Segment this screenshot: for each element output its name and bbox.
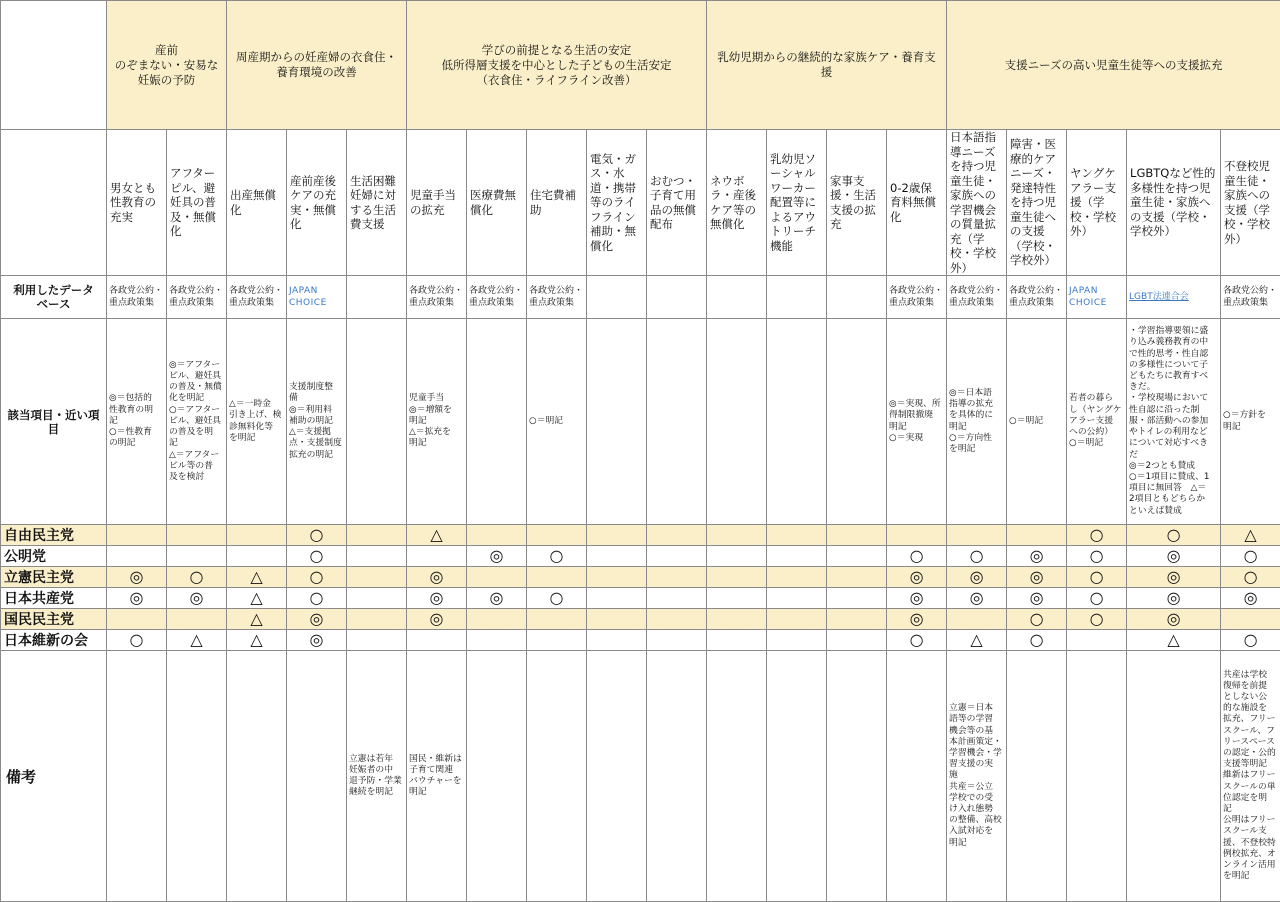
party-mark-cell: ○ (947, 546, 1007, 567)
party-mark-cell (347, 630, 407, 651)
party-row (1, 546, 1280, 567)
database-cell (827, 276, 887, 319)
party-name: 立憲民主党 (1, 567, 107, 588)
party-mark-cell: ◎ (887, 588, 947, 609)
party-mark-cell (347, 609, 407, 630)
party-mark-cell (827, 609, 887, 630)
party-mark-cell (167, 525, 227, 546)
party-mark-cell: ○ (287, 525, 347, 546)
database-cell: 各政党公約・ 重点政策集 (467, 276, 527, 319)
database-cell (767, 276, 827, 319)
category-row (1, 1, 1280, 130)
database-cell: 各政党公約・ 重点政策集 (107, 276, 167, 319)
party-mark-cell (227, 546, 287, 567)
party-mark-cell (527, 567, 587, 588)
party-mark-cell: ○ (1067, 525, 1127, 546)
database-cell (587, 276, 647, 319)
party-mark-cell (527, 630, 587, 651)
party-mark-cell: ○ (1221, 630, 1280, 651)
party-mark-cell (347, 567, 407, 588)
party-mark-cell (1221, 609, 1280, 630)
party-mark-cell (707, 588, 767, 609)
remark-cell (467, 651, 527, 902)
party-row (1, 525, 1280, 546)
remark-cell: 共産は学校 復帰を前提 としない公 的な施設を 拡充、フリー スクール、フ リースペース の認定・公的 支援等明記 維新はフリー スクールの単 位認定を明 記 公明はフリー スクール支 援、不登校特 例校拡充、オ ンライン活用 を明記 (1221, 651, 1280, 902)
database-cell (707, 276, 767, 319)
remarks-row-label: 備考 (1, 651, 107, 902)
party-mark-cell: ◎ (947, 588, 1007, 609)
party-mark-cell (467, 609, 527, 630)
party-mark-cell: ◎ (1127, 546, 1221, 567)
party-mark-cell (587, 588, 647, 609)
party-mark-cell (107, 609, 167, 630)
criteria-cell: 若者の暮ら し（ヤングケ アラー支援 への公約） ○＝明記 (1067, 319, 1127, 525)
category-high-needs-support: 支援ニーズの高い児童生徒等への支援拡充 (947, 1, 1280, 130)
party-mark-cell (947, 609, 1007, 630)
criteria-cell: △＝一時金 引き上げ、検 診無料化等 を明記 (227, 319, 287, 525)
subcategory-cell: 出産無償化 (227, 130, 287, 276)
party-mark-cell (347, 546, 407, 567)
party-mark-cell: ○ (167, 567, 227, 588)
party-mark-cell (407, 630, 467, 651)
party-mark-cell (107, 525, 167, 546)
database-cell: 各政党公約・ 重点政策集 (1007, 276, 1067, 319)
remarks-row (1, 651, 1280, 902)
subcategory-cell: ヤングケアラー支援（学校・学校外） (1067, 130, 1127, 276)
subcategory-cell: ネウボラ・産後ケア等の無償化 (707, 130, 767, 276)
database-cell: JAPAN CHOICE (287, 276, 347, 319)
party-mark-cell (767, 525, 827, 546)
criteria-cell (767, 319, 827, 525)
party-mark-cell: ○ (527, 588, 587, 609)
party-mark-cell (587, 609, 647, 630)
party-mark-cell: ◎ (287, 630, 347, 651)
database-cell: 各政党公約・ 重点政策集 (167, 276, 227, 319)
party-mark-cell: △ (227, 630, 287, 651)
subcategory-cell: 乳幼児ソーシャルワーカー配置等によるアウトリーチ機能 (767, 130, 827, 276)
party-mark-cell (527, 525, 587, 546)
party-mark-cell: ○ (1127, 525, 1221, 546)
party-mark-cell: △ (167, 630, 227, 651)
party-mark-cell: △ (227, 609, 287, 630)
party-mark-cell: ◎ (1007, 567, 1067, 588)
database-cell: 各政党公約・ 重点政策集 (227, 276, 287, 319)
party-mark-cell: ◎ (107, 567, 167, 588)
party-mark-cell: ○ (287, 567, 347, 588)
party-mark-cell: ◎ (467, 588, 527, 609)
criteria-cell (587, 319, 647, 525)
criteria-cell: ○＝明記 (1007, 319, 1067, 525)
criteria-cell: ◎＝日本語 指導の拡充 を具体的に 明記 ○＝方向性 を明記 (947, 319, 1007, 525)
subcategory-corner-cell (1, 130, 107, 276)
party-mark-cell (587, 567, 647, 588)
party-mark-cell (587, 525, 647, 546)
database-cell: 各政党公約・ 重点政策集 (407, 276, 467, 319)
party-mark-cell: ◎ (167, 588, 227, 609)
party-mark-cell (227, 525, 287, 546)
party-mark-cell (707, 609, 767, 630)
remark-cell (107, 651, 167, 902)
party-mark-cell: ◎ (407, 588, 467, 609)
party-mark-cell (827, 525, 887, 546)
criteria-cell (707, 319, 767, 525)
party-mark-cell (1067, 630, 1127, 651)
party-mark-cell: △ (1127, 630, 1221, 651)
criteria-cell: ◎＝アフター ピル、避妊具 の普及・無償 化を明記 ○＝アフター ピル、避妊具 の普及を明 記 △＝アフター ピル等の普 及を検討 (167, 319, 227, 525)
party-mark-cell: ○ (1067, 609, 1127, 630)
party-mark-cell: ○ (1221, 546, 1280, 567)
party-mark-cell (167, 546, 227, 567)
party-mark-cell: △ (407, 525, 467, 546)
party-mark-cell (947, 525, 1007, 546)
remark-cell: 立憲＝日本 語等の学習 機会等の基 本計画策定・ 学習機会・学 習支援の実 施 共産＝公立 学校での受 け入れ態勢 の整備、高校 入試対応を 明記 (947, 651, 1007, 902)
party-mark-cell (647, 609, 707, 630)
party-mark-cell: ○ (1221, 567, 1280, 588)
remark-cell: 立憲は若年 妊娠者の中 退予防・学業 継続を明記 (347, 651, 407, 902)
party-mark-cell: ○ (1007, 630, 1067, 651)
criteria-cell (647, 319, 707, 525)
category-living-stability: 学びの前提となる生活の安定 低所得層支援を中心とした子どもの生活安定 （衣食住・ライフライン改善） (407, 1, 707, 130)
party-mark-cell: △ (227, 567, 287, 588)
remark-cell (1067, 651, 1127, 902)
remark-cell (227, 651, 287, 902)
party-mark-cell: △ (947, 630, 1007, 651)
database-cell: JAPAN CHOICE (1067, 276, 1127, 319)
category-perinatal: 周産期からの妊産婦の衣食住・ 養育環境の改善 (227, 1, 407, 130)
database-cell: 各政党公約・ 重点政策集 (947, 276, 1007, 319)
party-mark-cell: ○ (1007, 609, 1067, 630)
remark-cell (167, 651, 227, 902)
party-name: 日本共産党 (1, 588, 107, 609)
remark-cell (647, 651, 707, 902)
database-cell: 各政党公約・ 重点政策集 (1221, 276, 1280, 319)
party-mark-cell (647, 567, 707, 588)
party-mark-cell: ○ (1067, 588, 1127, 609)
party-mark-cell (827, 546, 887, 567)
subcategory-cell: 医療費無償化 (467, 130, 527, 276)
party-mark-cell: ◎ (467, 546, 527, 567)
subcategory-cell: 日本語指導ニーズを持つ児童生徒・家族への学習機会の質量拡充（学校・学校外） (947, 130, 1007, 276)
party-name: 国民民主党 (1, 609, 107, 630)
party-mark-cell (347, 525, 407, 546)
subcategory-cell: 産前産後ケアの充実・無償化 (287, 130, 347, 276)
remark-cell (1127, 651, 1221, 902)
remark-cell (587, 651, 647, 902)
remark-cell (827, 651, 887, 902)
database-row (1, 276, 1280, 319)
party-mark-cell: ◎ (1127, 588, 1221, 609)
party-mark-cell (827, 630, 887, 651)
party-mark-cell: ○ (887, 546, 947, 567)
party-mark-cell (767, 630, 827, 651)
database-cell: 各政党公約・ 重点政策集 (527, 276, 587, 319)
party-mark-cell: ◎ (887, 567, 947, 588)
criteria-cell (347, 319, 407, 525)
items-row-label: 該当項目・近い項 目 (1, 319, 107, 525)
criteria-cell: ○＝方針を 明記 (1221, 319, 1280, 525)
subcategory-cell: 家事支援・生活支援の拡充 (827, 130, 887, 276)
database-row-label: 利用したデータ ベース (1, 276, 107, 319)
party-mark-cell: ○ (527, 546, 587, 567)
party-mark-cell (647, 588, 707, 609)
remark-cell (887, 651, 947, 902)
criteria-cell: ◎＝包括的 性教育の明 記 ○＝性教育 の明記 (107, 319, 167, 525)
party-mark-cell: ◎ (1007, 588, 1067, 609)
party-mark-cell (107, 546, 167, 567)
party-mark-cell (527, 609, 587, 630)
party-mark-cell (1007, 525, 1067, 546)
party-mark-cell (707, 630, 767, 651)
remark-cell (287, 651, 347, 902)
party-row (1, 609, 1280, 630)
party-mark-cell (647, 525, 707, 546)
party-mark-cell (767, 567, 827, 588)
party-mark-cell: △ (227, 588, 287, 609)
party-mark-cell (767, 609, 827, 630)
database-cell (347, 276, 407, 319)
subcategory-cell: 障害・医療的ケアニーズ・発達特性を持つ児童生徒への支援（学校・学校外） (1007, 130, 1067, 276)
remark-cell (1007, 651, 1067, 902)
party-mark-cell (767, 546, 827, 567)
party-mark-cell (467, 567, 527, 588)
party-mark-cell: ○ (107, 630, 167, 651)
party-mark-cell (647, 546, 707, 567)
subcategory-cell: 0-2歳保育料無償化 (887, 130, 947, 276)
party-mark-cell: ◎ (947, 567, 1007, 588)
items-row (1, 319, 1280, 525)
subcategory-cell: LGBTQなど性的多様性を持つ児童生徒・家族への支援（学校・学校外） (1127, 130, 1221, 276)
category-prenatal: 産前 のぞまない・安易な 妊娠の予防 (107, 1, 227, 130)
party-mark-cell: ○ (1067, 567, 1127, 588)
corner-cell (1, 1, 107, 130)
criteria-cell: 支援制度整 備 ◎＝利用料 補助の明記 △＝支援拠 点・支援制度 拡充の明記 (287, 319, 347, 525)
party-mark-cell (707, 567, 767, 588)
party-name: 日本維新の会 (1, 630, 107, 651)
party-mark-cell: ◎ (887, 609, 947, 630)
party-mark-cell (647, 630, 707, 651)
party-mark-cell: ○ (887, 630, 947, 651)
party-mark-cell: ○ (287, 588, 347, 609)
party-mark-cell: ◎ (407, 609, 467, 630)
party-mark-cell (407, 546, 467, 567)
subcategory-cell: 電気・ガス・水道・携帯等のライフライン補助・無償化 (587, 130, 647, 276)
subcategory-cell: おむつ・子育て用品の無償配布 (647, 130, 707, 276)
criteria-cell: ◎＝実現、所 得制限撤廃 明記 ○＝実現 (887, 319, 947, 525)
subcategory-cell: 生活困難妊婦に対する生活費支援 (347, 130, 407, 276)
party-mark-cell (707, 546, 767, 567)
party-mark-cell (467, 525, 527, 546)
party-mark-cell: ◎ (1221, 588, 1280, 609)
remark-cell (707, 651, 767, 902)
party-mark-cell (887, 525, 947, 546)
party-mark-cell (827, 567, 887, 588)
party-mark-cell (827, 588, 887, 609)
party-mark-cell: △ (1221, 525, 1280, 546)
criteria-cell (467, 319, 527, 525)
party-mark-cell: ○ (287, 546, 347, 567)
database-cell: LGBT法連合会 (1127, 276, 1221, 319)
party-row (1, 588, 1280, 609)
database-cell (647, 276, 707, 319)
remark-cell (767, 651, 827, 902)
party-mark-cell (467, 630, 527, 651)
subcategory-row (1, 130, 1280, 276)
database-cell: 各政党公約・ 重点政策集 (887, 276, 947, 319)
party-row (1, 630, 1280, 651)
party-mark-cell (767, 588, 827, 609)
party-mark-cell: ○ (1067, 546, 1127, 567)
party-mark-cell: ◎ (1127, 567, 1221, 588)
party-mark-cell: ◎ (287, 609, 347, 630)
subcategory-cell: 児童手当の拡充 (407, 130, 467, 276)
party-mark-cell: ◎ (107, 588, 167, 609)
subcategory-cell: 住宅費補助 (527, 130, 587, 276)
remark-cell: 国民・維新は 子育て関連 バウチャーを 明記 (407, 651, 467, 902)
party-name: 自由民主党 (1, 525, 107, 546)
party-mark-cell (587, 546, 647, 567)
remark-cell (527, 651, 587, 902)
subcategory-cell: 不登校児童生徒・家族への支援（学校・学校外） (1221, 130, 1280, 276)
criteria-cell: 児童手当 ◎＝増額を 明記 △＝拡充を 明記 (407, 319, 467, 525)
party-mark-cell (587, 630, 647, 651)
party-mark-cell: ◎ (1127, 609, 1221, 630)
party-row (1, 567, 1280, 588)
party-mark-cell (707, 525, 767, 546)
party-name: 公明党 (1, 546, 107, 567)
criteria-cell: ・学習指導要領に盛 り込み義務教育の中 で性的思考・性自認 の多様性について子 どもたちに教育すべ きだ。 ・学校現場において 性自認に沿った制 服・部活動への参加 やトイレの利用など について対応すべき だ ◎＝2つとも賛成 ○＝1項目に賛成、1 項目に無回答 △＝ 2項目ともどちらか といえば賛成 (1127, 319, 1221, 525)
criteria-cell: ○＝明記 (527, 319, 587, 525)
criteria-cell (827, 319, 887, 525)
subcategory-cell: 男女とも性教育の充実 (107, 130, 167, 276)
party-mark-cell (347, 588, 407, 609)
party-mark-cell: ◎ (407, 567, 467, 588)
category-family-care: 乳幼児期からの継続的な家族ケア・養育支 援 (707, 1, 947, 130)
party-mark-cell (167, 609, 227, 630)
party-mark-cell: ◎ (1007, 546, 1067, 567)
subcategory-cell: アフターピル、避妊具の普及・無償化 (167, 130, 227, 276)
